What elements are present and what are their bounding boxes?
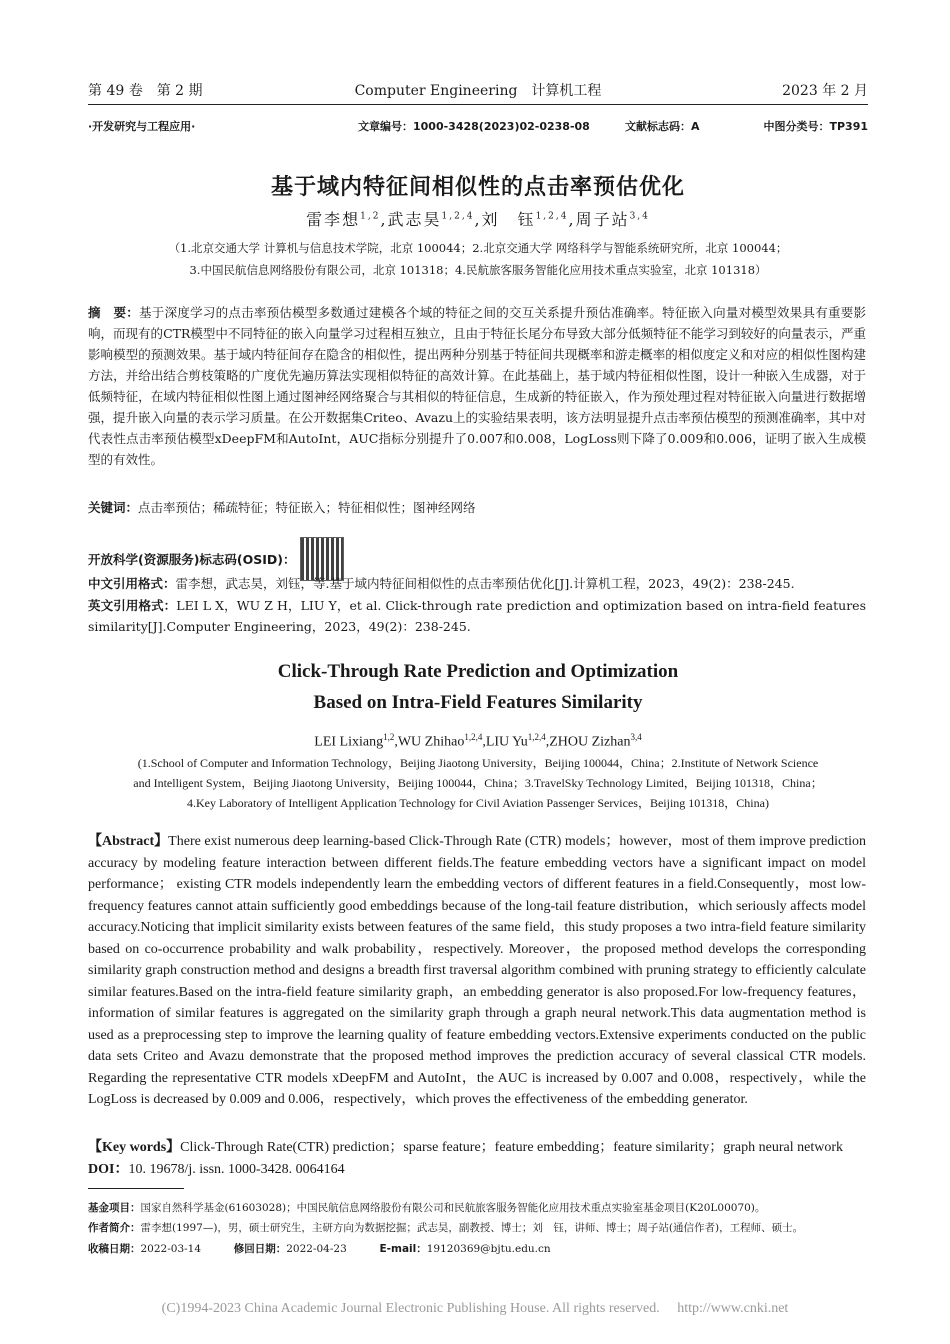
chinese-title: 基于域内特征间相似性的点击率预估优化: [270, 175, 685, 200]
volume-issue: 第 49 卷 第 2 期: [88, 83, 203, 99]
chinese-keywords: 关键词：点击率预估；稀疏特征；特征嵌入；特征相似性；图神经网络: [88, 500, 476, 515]
footnote-author: 作者简介：雷李想(1997—)，男，硕士研究生，主研方向为数据挖掘；武志昊，副教授、博士；刘 钰，讲师、博士；周子站(通信作者)，工程师、硕士。: [88, 1222, 804, 1234]
author-name: 武志昊: [387, 210, 442, 229]
section-label: ·开发研究与工程应用·: [88, 120, 196, 133]
copyright-watermark: (C)1994-2023 China Academic Journal Electronic Publishing House. All rights reserved. http://www.cnki.net: [161, 1301, 789, 1316]
english-authors: LEI Lixiang$^{1,2}$,WU Zhihao$^{1,2,4}$,LIU Yu$^{1,2,4}$,ZHOU Zizhan$^{3,4}$: [314, 732, 642, 750]
author-name: 刘 钰: [481, 210, 536, 229]
running-header: [88, 80, 868, 102]
author-name: 周子站: [575, 210, 630, 229]
citation-chinese: 中文引用格式：雷李想，武志昊，刘钰，等.基于域内特征间相似性的点击率预估优化[J].计算机工程，2023，49(2)：238-245.: [88, 576, 795, 591]
email-link[interactable]: 19120369@bjtu.edu.cn: [426, 1243, 551, 1255]
header-rule: [88, 104, 868, 105]
document-code: 文献标志码：A: [625, 120, 700, 133]
chinese-authors: 雷李想$^{1,2}$,武志昊$^{1,2,4}$,刘 钰$^{1,2,4}$,周子站$^{3,4}$: [306, 210, 650, 229]
issue-date: 2023 年 2 月: [782, 83, 868, 99]
classification-number: 中图分类号：TP391: [763, 120, 868, 133]
footnote-fund: 基金项目：国家自然科学基金(61603028)；中国民航信息网络股份有限公司和民航旅客服务智能化应用技术重点实验室基金项目(K20L00070)。: [88, 1202, 766, 1214]
english-abstract: 【Abstract】There exist numerous deep learning-based Click-Through Rate (CTR) models；however，most of them improve prediction accuracy by modeling feature interaction between different fields.The feature embedding vectors have a significant impact on model performance； existing CTR models independently learn the embedding vectors of different features in a field.Consequently，most low-frequency features cannot attain sufficiently good embeddings because of the long-tail feature distribution，which seriously affects model accuracy.Noticing that implicit similarity exists between features of the same field，this study proposes a two intra-field feature similarity based on co-occurrence probability and walk probability，respectively. Moreover，the proposed method develops the corresponding similarity graph construction method and designs a breadth first traversal algorithm combined with pruning strategy to efficiently calculate similar features.Based on the intra-field feature similarity graph，an embedding generator is also proposed.For low-frequency features，information of similar features is aggregated on the similarity graph through a graph neural network.This data augmentation method is used as a preprocessing step to improve the learning quality of feature embedding vectors.Extensive experiments conducted on the public data sets Criteo and Avazu demonstrate that the proposed method improves the prediction accuracy of several classical CTR models. Regarding the representative CTR models xDeepFM and AutoInt，the AUC is increased by 0.007 and 0.008，respectively，while the LogLoss is decreased by 0.009 and 0.006，respectively，which proves the effectiveness of the embedding generator.: [88, 834, 866, 1107]
chinese-abstract: 摘 要：基于深度学习的点击率预估模型多数通过建模各个域的特征之间的交互关系提升预估准确率。特征嵌入向量对模型效果具有重要影响，而现有的CTR模型中不同特征的嵌入向量学习过程相互独立，且由于特征长尾分布导致大部分低频特征不能学习到较好的向量表示，严重影响模型的预测效果。基于域内特征间存在隐含的相似性，提出两种分别基于特征间共现概率和游走概率的相似度定义和对应的相似性图构建方法，并给出结合剪枝策略的广度优先遍历算法实现相似特征的高效计算。在此基础上，基于域内特征相似性图，设计一种嵌入生成器，对于低频特征，在域内特征相似性图上通过图神经网络聚合与其相似的特征信息，生成新的特征嵌入，作为预处理过程对特征嵌入向量进行数据增强，提升嵌入向量的表示学习质量。在公开数据集Criteo、Avazu上的实验结果表明，该方法明显提升点击率预估模型的预测准确率，其中对代表性点击率预估模型xDeepFM和AutoInt，AUC指标分别提升了0.007和0.008，LogLoss则下降了0.009和0.006，证明了嵌入生成模型的有效性。: [88, 305, 866, 467]
journal-name: Computer Engineering 计算机工程: [354, 83, 602, 99]
footnote-rule: [88, 1188, 184, 1189]
chinese-affiliations: （1.北京交通大学 计算机与信息技术学院，北京 100044；2.北京交通大学 网络科学与智能系统研究所，北京 100044； 3.中国民航信息网络股份有限公司，北京 101318；4.民航旅客服务智能化应用技术重点实验室，北京 101318）: [168, 241, 788, 277]
citation-english: 英文引用格式：LEI L X，WU Z H，LIU Y，et al. Click-through rate prediction and optimization based on intra-field features similarity[J].Computer Engineering，2023，49(2)：238-245.: [88, 598, 866, 634]
doi: DOI：10. 19678/j. issn. 1000-3428. 0064164: [88, 1162, 345, 1177]
footnote-dates: 收稿日期：2022-03-14 修回日期：2022-04-23 E-mail：19120369@bjtu.edu.cn: [88, 1243, 551, 1255]
article-number: 文章编号：1000-3428(2023)02-0238-08: [358, 120, 590, 133]
osid: 开放科学(资源服务)标志码(OSID)：: [88, 537, 866, 581]
english-keywords: 【Key words】Click-Through Rate(CTR) prediction；sparse feature；feature embedding；feature similarity；graph neural network: [88, 1140, 843, 1155]
article-meta: [88, 118, 868, 136]
author-name: 雷李想: [306, 210, 361, 229]
english-title: Click-Through Rate Prediction and Optimization Based on Intra-Field Features Similarity: [277, 661, 679, 713]
english-affiliations: (1.School of Computer and Information Technology，Beijing Jiaotong University，Beijing 100044，China；2.Institute of Network Science and Intelligent System，Beijing Jiaotong University，Beijing 100044，China；3.TravelSky Technology Limited，Beijing 101318，China； 4.Key Laboratory of Intelligent Application Technology for Civil Aviation Passenger Services，Beijing 101318，China): [133, 756, 823, 810]
